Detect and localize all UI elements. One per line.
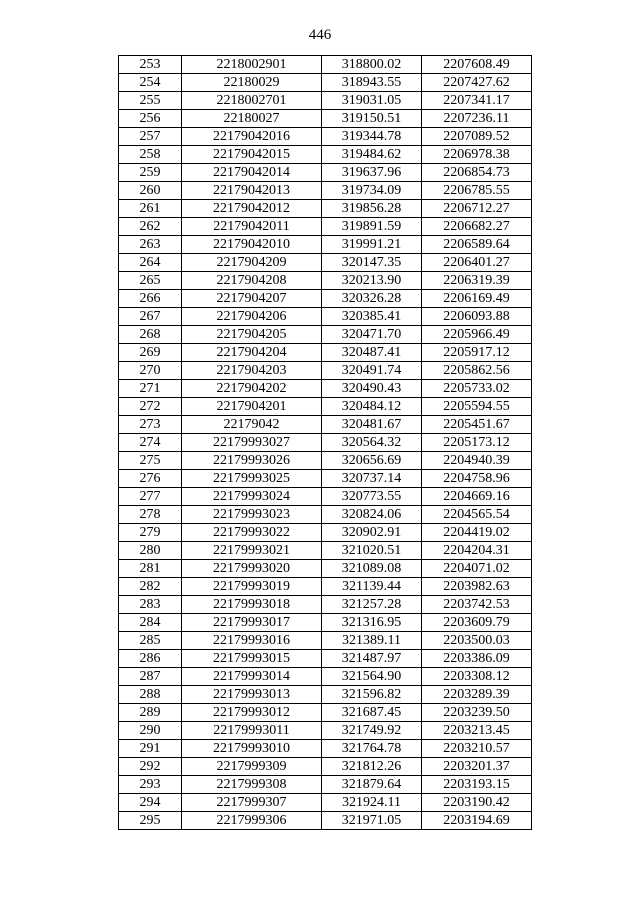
point-id-cell: 2217999309	[182, 758, 322, 776]
x-coordinate-cell: 318943.55	[322, 74, 422, 92]
row-index-cell: 272	[119, 398, 182, 416]
y-coordinate-cell: 2203194.69	[422, 812, 532, 830]
y-coordinate-cell: 2204071.02	[422, 560, 532, 578]
x-coordinate-cell: 321596.82	[322, 686, 422, 704]
table-row	[119, 776, 532, 794]
y-coordinate-cell: 2207608.49	[422, 56, 532, 74]
table-body	[119, 56, 532, 830]
x-coordinate-cell: 321257.28	[322, 596, 422, 614]
table-row	[119, 632, 532, 650]
y-coordinate-cell: 2206978.38	[422, 146, 532, 164]
y-coordinate-cell: 2203308.12	[422, 668, 532, 686]
y-coordinate-cell: 2206401.27	[422, 254, 532, 272]
point-id-cell: 22179042016	[182, 128, 322, 146]
y-coordinate-cell: 2205966.49	[422, 326, 532, 344]
table-row	[119, 254, 532, 272]
x-coordinate-cell: 320824.06	[322, 506, 422, 524]
x-coordinate-cell: 320902.91	[322, 524, 422, 542]
x-coordinate-cell: 321389.11	[322, 632, 422, 650]
row-index-cell: 284	[119, 614, 182, 632]
row-index-cell: 261	[119, 200, 182, 218]
y-coordinate-cell: 2204204.31	[422, 542, 532, 560]
x-coordinate-cell: 320147.35	[322, 254, 422, 272]
y-coordinate-cell: 2206682.27	[422, 218, 532, 236]
y-coordinate-cell: 2205173.12	[422, 434, 532, 452]
row-index-cell: 260	[119, 182, 182, 200]
table-row	[119, 686, 532, 704]
point-id-cell: 22179042014	[182, 164, 322, 182]
table-row	[119, 56, 532, 74]
x-coordinate-cell: 320326.28	[322, 290, 422, 308]
y-coordinate-cell: 2203386.09	[422, 650, 532, 668]
point-id-cell: 22179993010	[182, 740, 322, 758]
y-coordinate-cell: 2205451.67	[422, 416, 532, 434]
point-id-cell: 2217904208	[182, 272, 322, 290]
point-id-cell: 22179042015	[182, 146, 322, 164]
y-coordinate-cell: 2205594.55	[422, 398, 532, 416]
table-row	[119, 362, 532, 380]
y-coordinate-cell: 2203213.45	[422, 722, 532, 740]
table-row	[119, 452, 532, 470]
row-index-cell: 262	[119, 218, 182, 236]
table-row	[119, 722, 532, 740]
x-coordinate-cell: 319637.96	[322, 164, 422, 182]
table-row	[119, 92, 532, 110]
x-coordinate-cell: 319344.78	[322, 128, 422, 146]
row-index-cell: 270	[119, 362, 182, 380]
row-index-cell: 268	[119, 326, 182, 344]
row-index-cell: 264	[119, 254, 182, 272]
table-row	[119, 470, 532, 488]
x-coordinate-cell: 319734.09	[322, 182, 422, 200]
y-coordinate-cell: 2206854.73	[422, 164, 532, 182]
table-row	[119, 506, 532, 524]
y-coordinate-cell: 2207236.11	[422, 110, 532, 128]
table-row	[119, 560, 532, 578]
point-id-cell: 22179993022	[182, 524, 322, 542]
table-row	[119, 128, 532, 146]
row-index-cell: 293	[119, 776, 182, 794]
point-id-cell: 22179993013	[182, 686, 322, 704]
table-row	[119, 146, 532, 164]
y-coordinate-cell: 2204940.39	[422, 452, 532, 470]
x-coordinate-cell: 320213.90	[322, 272, 422, 290]
point-id-cell: 2217904204	[182, 344, 322, 362]
y-coordinate-cell: 2206589.64	[422, 236, 532, 254]
point-id-cell: 2217904207	[182, 290, 322, 308]
row-index-cell: 276	[119, 470, 182, 488]
table-row	[119, 290, 532, 308]
y-coordinate-cell: 2203193.15	[422, 776, 532, 794]
x-coordinate-cell: 321564.90	[322, 668, 422, 686]
table-row	[119, 182, 532, 200]
row-index-cell: 256	[119, 110, 182, 128]
table-row	[119, 740, 532, 758]
point-id-cell: 22179042013	[182, 182, 322, 200]
row-index-cell: 281	[119, 560, 182, 578]
row-index-cell: 266	[119, 290, 182, 308]
x-coordinate-cell: 320656.69	[322, 452, 422, 470]
x-coordinate-cell: 321020.51	[322, 542, 422, 560]
y-coordinate-cell: 2205917.12	[422, 344, 532, 362]
row-index-cell: 254	[119, 74, 182, 92]
x-coordinate-cell: 321971.05	[322, 812, 422, 830]
point-id-cell: 22179042011	[182, 218, 322, 236]
table-row	[119, 308, 532, 326]
row-index-cell: 290	[119, 722, 182, 740]
x-coordinate-cell: 321812.26	[322, 758, 422, 776]
table-row	[119, 200, 532, 218]
y-coordinate-cell: 2206319.39	[422, 272, 532, 290]
y-coordinate-cell: 2203190.42	[422, 794, 532, 812]
point-id-cell: 22179993015	[182, 650, 322, 668]
y-coordinate-cell: 2205862.56	[422, 362, 532, 380]
x-coordinate-cell: 318800.02	[322, 56, 422, 74]
point-id-cell: 22179993023	[182, 506, 322, 524]
table-row	[119, 704, 532, 722]
point-id-cell: 22179993017	[182, 614, 322, 632]
row-index-cell: 279	[119, 524, 182, 542]
y-coordinate-cell: 2203500.03	[422, 632, 532, 650]
x-coordinate-cell: 319031.05	[322, 92, 422, 110]
table-row	[119, 650, 532, 668]
point-id-cell: 22179042	[182, 416, 322, 434]
x-coordinate-cell: 319991.21	[322, 236, 422, 254]
point-id-cell: 22179993027	[182, 434, 322, 452]
point-id-cell: 2217904201	[182, 398, 322, 416]
x-coordinate-cell: 320564.32	[322, 434, 422, 452]
table-row	[119, 578, 532, 596]
row-index-cell: 258	[119, 146, 182, 164]
point-id-cell: 2217904203	[182, 362, 322, 380]
x-coordinate-cell: 320490.43	[322, 380, 422, 398]
table-row	[119, 272, 532, 290]
y-coordinate-cell: 2206712.27	[422, 200, 532, 218]
y-coordinate-cell: 2203201.37	[422, 758, 532, 776]
row-index-cell: 289	[119, 704, 182, 722]
y-coordinate-cell: 2206785.55	[422, 182, 532, 200]
point-id-cell: 22179993019	[182, 578, 322, 596]
table-row	[119, 542, 532, 560]
point-id-cell: 2217999307	[182, 794, 322, 812]
point-id-cell: 2217904206	[182, 308, 322, 326]
y-coordinate-cell: 2204669.16	[422, 488, 532, 506]
table-row	[119, 794, 532, 812]
point-id-cell: 22179993016	[182, 632, 322, 650]
x-coordinate-cell: 321749.92	[322, 722, 422, 740]
point-id-cell: 22179042012	[182, 200, 322, 218]
y-coordinate-cell: 2207427.62	[422, 74, 532, 92]
row-index-cell: 257	[119, 128, 182, 146]
table-row	[119, 614, 532, 632]
x-coordinate-cell: 319150.51	[322, 110, 422, 128]
row-index-cell: 263	[119, 236, 182, 254]
point-id-cell: 2217999308	[182, 776, 322, 794]
x-coordinate-cell: 321316.95	[322, 614, 422, 632]
row-index-cell: 265	[119, 272, 182, 290]
y-coordinate-cell: 2203289.39	[422, 686, 532, 704]
point-id-cell: 22180027	[182, 110, 322, 128]
x-coordinate-cell: 320385.41	[322, 308, 422, 326]
row-index-cell: 291	[119, 740, 182, 758]
x-coordinate-cell: 320484.12	[322, 398, 422, 416]
row-index-cell: 267	[119, 308, 182, 326]
x-coordinate-cell: 320487.41	[322, 344, 422, 362]
point-id-cell: 22179042010	[182, 236, 322, 254]
x-coordinate-cell: 320773.55	[322, 488, 422, 506]
y-coordinate-cell: 2206169.49	[422, 290, 532, 308]
point-id-cell: 22179993012	[182, 704, 322, 722]
x-coordinate-cell: 320471.70	[322, 326, 422, 344]
y-coordinate-cell: 2207341.17	[422, 92, 532, 110]
table-row	[119, 812, 532, 830]
x-coordinate-cell: 319484.62	[322, 146, 422, 164]
coordinates-table	[118, 55, 532, 830]
x-coordinate-cell: 321687.45	[322, 704, 422, 722]
x-coordinate-cell: 320737.14	[322, 470, 422, 488]
point-id-cell: 2218002901	[182, 56, 322, 74]
table-row	[119, 488, 532, 506]
point-id-cell: 22179993014	[182, 668, 322, 686]
table-row	[119, 218, 532, 236]
table-row	[119, 758, 532, 776]
table-row	[119, 326, 532, 344]
table-row	[119, 434, 532, 452]
table-row	[119, 164, 532, 182]
row-index-cell: 292	[119, 758, 182, 776]
y-coordinate-cell: 2204419.02	[422, 524, 532, 542]
row-index-cell: 278	[119, 506, 182, 524]
table-row	[119, 596, 532, 614]
point-id-cell: 2218002701	[182, 92, 322, 110]
table-row	[119, 416, 532, 434]
row-index-cell: 283	[119, 596, 182, 614]
point-id-cell: 22179993026	[182, 452, 322, 470]
x-coordinate-cell: 321879.64	[322, 776, 422, 794]
y-coordinate-cell: 2203239.50	[422, 704, 532, 722]
y-coordinate-cell: 2203742.53	[422, 596, 532, 614]
x-coordinate-cell: 321139.44	[322, 578, 422, 596]
point-id-cell: 22179993018	[182, 596, 322, 614]
point-id-cell: 22179993025	[182, 470, 322, 488]
x-coordinate-cell: 321487.97	[322, 650, 422, 668]
point-id-cell: 2217904202	[182, 380, 322, 398]
point-id-cell: 2217904205	[182, 326, 322, 344]
row-index-cell: 273	[119, 416, 182, 434]
x-coordinate-cell: 321924.11	[322, 794, 422, 812]
row-index-cell: 259	[119, 164, 182, 182]
table-row	[119, 398, 532, 416]
table-row	[119, 668, 532, 686]
y-coordinate-cell: 2206093.88	[422, 308, 532, 326]
row-index-cell: 295	[119, 812, 182, 830]
row-index-cell: 277	[119, 488, 182, 506]
y-coordinate-cell: 2203982.63	[422, 578, 532, 596]
point-id-cell: 2217999306	[182, 812, 322, 830]
y-coordinate-cell: 2204565.54	[422, 506, 532, 524]
y-coordinate-cell: 2203609.79	[422, 614, 532, 632]
row-index-cell: 274	[119, 434, 182, 452]
table-row	[119, 524, 532, 542]
row-index-cell: 253	[119, 56, 182, 74]
row-index-cell: 280	[119, 542, 182, 560]
point-id-cell: 22179993024	[182, 488, 322, 506]
y-coordinate-cell: 2207089.52	[422, 128, 532, 146]
x-coordinate-cell: 320491.74	[322, 362, 422, 380]
row-index-cell: 286	[119, 650, 182, 668]
y-coordinate-cell: 2204758.96	[422, 470, 532, 488]
row-index-cell: 271	[119, 380, 182, 398]
point-id-cell: 22179993020	[182, 560, 322, 578]
row-index-cell: 255	[119, 92, 182, 110]
x-coordinate-cell: 321764.78	[322, 740, 422, 758]
x-coordinate-cell: 319891.59	[322, 218, 422, 236]
x-coordinate-cell: 321089.08	[322, 560, 422, 578]
page-number: 446	[308, 27, 332, 43]
table-row	[119, 344, 532, 362]
table-row	[119, 380, 532, 398]
y-coordinate-cell: 2205733.02	[422, 380, 532, 398]
x-coordinate-cell: 320481.67	[322, 416, 422, 434]
table-row	[119, 236, 532, 254]
point-id-cell: 2217904209	[182, 254, 322, 272]
point-id-cell: 22180029	[182, 74, 322, 92]
row-index-cell: 288	[119, 686, 182, 704]
row-index-cell: 275	[119, 452, 182, 470]
row-index-cell: 287	[119, 668, 182, 686]
point-id-cell: 22179993011	[182, 722, 322, 740]
x-coordinate-cell: 319856.28	[322, 200, 422, 218]
table-row	[119, 74, 532, 92]
y-coordinate-cell: 2203210.57	[422, 740, 532, 758]
row-index-cell: 285	[119, 632, 182, 650]
row-index-cell: 294	[119, 794, 182, 812]
point-id-cell: 22179993021	[182, 542, 322, 560]
table-row	[119, 110, 532, 128]
row-index-cell: 269	[119, 344, 182, 362]
row-index-cell: 282	[119, 578, 182, 596]
